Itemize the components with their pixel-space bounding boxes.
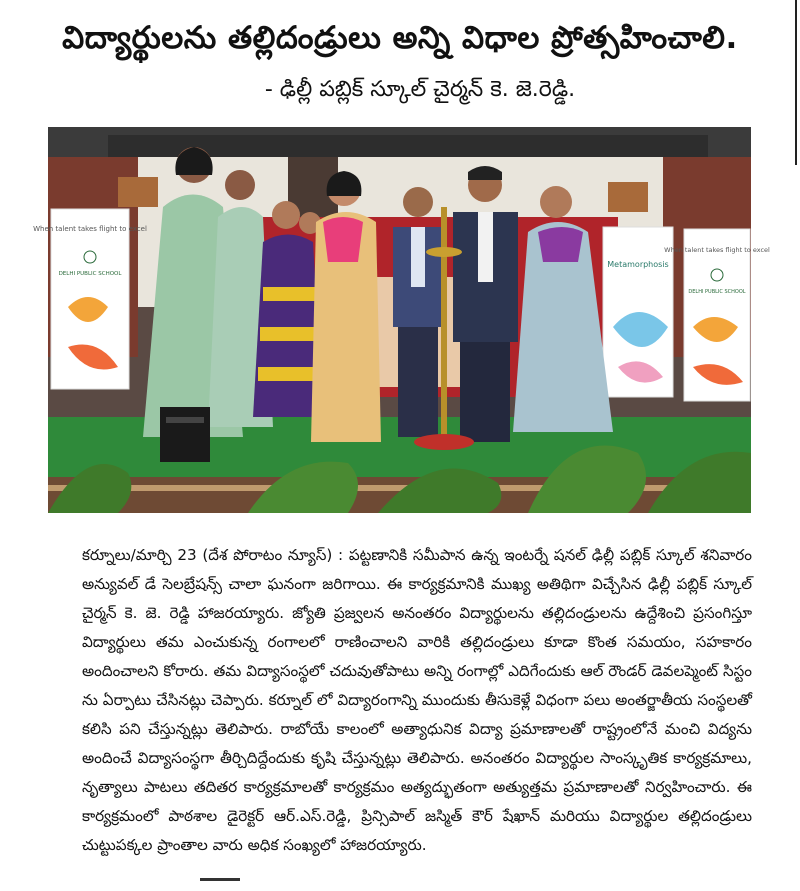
article-body-paragraph: కర్నూలు/మార్చి 23 (దేశ పోరాటం న్యూస్) : పట్టణానికి సమీపాన ఉన్న ఇంటర్నే షనల్ ఢిల్లీ పబ్లిక్ స్కూల్ శనివారం అన్యువల్ డే సెలబ్రేషన్స్ చాలా ఘనంగా జరిగాయి. ఈ కార్యక్రమానికి ముఖ్య అతిథిగా విచ్చేసిన ఢిల్లీ పబ్లిక్ స్కూల్ చైర్మన్ కె. జె. రెడ్డి హాజరయ్యారు. జ్యోతి ప్రజ్వలన అనంతరం విద్యార్థులను తల్లిదండ్రులను ఉద్దేశించి ప్రసంగిస్తూ విద్యార్థులు తమ ఎంచుకున్న రంగాలలో రాణించాలని వారికి తల్లిదండ్రులు కూడా కొంత సమయం, సహకారం అందించాలని కోరారు. తమ విద్యాసంస్థలో చదువుతోపాటు అన్ని రంగాల్లో ఎదిగేందుకు ఆల్ రౌండర్ డెవలప్మెంట్ సిస్టం ను ఏర్పాటు చేసినట్లు చెప్పారు. కర్నూల్ లో విద్యారంగాన్ని ముందుకు తీసుకెళ్లే విధంగా పలు అంతర్జాతీయ సంస్థలతో కలిసి పని చేస్తున్నట్లు తెలిపారు. రాబోయే కాలంలో అత్యాధునిక విద్యా ప్రమాణాలతో రాష్ట్రంలోనే మంచి విద్యను అందించే విద్యాసంస్థగా తీర్చిదిద్దేందుకు కృషి చేస్తున్నట్లు తెలిపారు. అనంతరం విద్యార్థుల సాంస్కృతిక కార్యక్రమాలు, నృత్యాలు పాటలు తదితర కార్యక్రమాలతో కార్యక్రమం అత్యద్భుతంగా అత్యుత్తమ ప్రమాణాలతో నిర్వహించారు. ఈ కార్యక్రమంలో పాఠశాల డైరెక్టర్ ఆర్.ఎస్.రెడ్డి, ప్రిన్సిపాల్ జస్మిత్ కౌర్ షేఖాన్ మరియు విద్యార్థుల తల్లిదండ్రులు చుట్టుపక్కల ప్రాంతాల వారు అధిక సంఖ్యలో హాజరయ్యారు. — [82, 546, 752, 854]
article-headline: విద్యార్థులను తల్లిదండ్రులు అన్ని విధాల ప్రోత్సహించాలి. — [62, 20, 738, 56]
article-subheadline: - ఢిల్లీ పబ్లిక్ స్కూల్ చైర్మన్ కె. జె.రెడ్డి. — [264, 77, 576, 102]
event-photo — [33, 127, 770, 513]
banner-left-school: DELHI PUBLIC SCHOOL — [58, 271, 122, 277]
banner-left-slogan: When talent takes flight to excel — [33, 225, 147, 233]
page-cut-mark — [200, 878, 240, 891]
banner-right-school: DELHI PUBLIC SCHOOL — [688, 289, 746, 295]
banner-right-slogan: When talent takes flight to excel — [664, 246, 770, 254]
article-body — [52, 541, 752, 860]
banner-center-title: Metamorphosis — [607, 260, 669, 269]
